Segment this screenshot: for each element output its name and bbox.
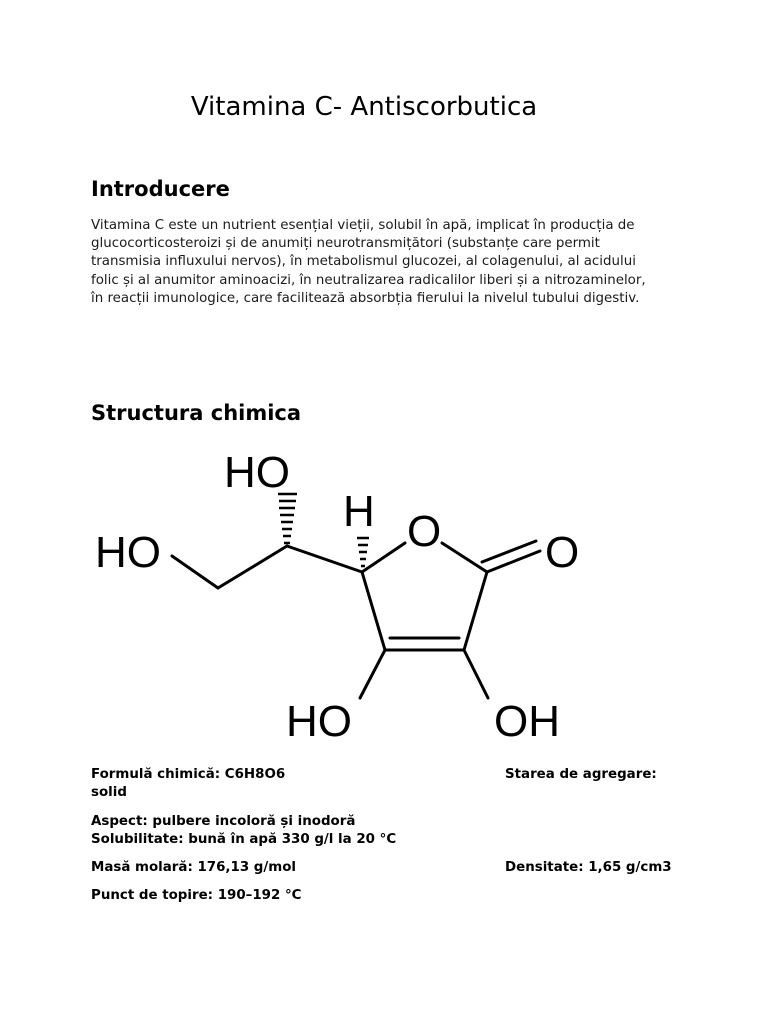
atom-label-oh-bottom: OH: [494, 697, 560, 746]
bond-o-c1: [442, 543, 487, 572]
atom-label-ho-bottom: HO: [286, 697, 352, 746]
intro-paragraph: [91, 217, 691, 308]
atom-label-ho-left: HO: [95, 528, 161, 577]
bond-c2-oh: [464, 650, 488, 698]
prop-formula: Formulă chimică: C6H8O6: [91, 767, 286, 782]
prop-solid: solid: [91, 785, 127, 800]
prop-masa-molara: Masă molară: 176,13 g/mol: [91, 860, 297, 875]
atom-label-ho-top: HO: [224, 448, 290, 497]
intro-line: glucocorticosteroizi și de anumiți neurotransmițători (substanțe care permit: [91, 236, 600, 252]
bond-c3-c4: [362, 572, 385, 650]
intro-line: în reacții imunologice, care facilitează absorbția fierului la nivelul tubului digestiv.: [91, 290, 640, 306]
hashed-wedge-h: [357, 538, 369, 566]
page-title: Vitamina C- Antiscorbutica: [190, 92, 538, 122]
section-heading-introducere: Introducere: [91, 177, 230, 201]
prop-densitate: Densitate: 1,65 g/cm3: [505, 860, 672, 875]
bond-ch2-c5: [218, 546, 287, 588]
atom-label-o-carbonyl: O: [545, 528, 580, 577]
section-heading-structura: Structura chimica: [91, 401, 302, 425]
hashed-wedge-ho: [278, 494, 297, 543]
bond-c5-c4: [287, 546, 362, 572]
bond-c1-c2: [464, 572, 487, 650]
bond-carbonyl-1: [487, 551, 540, 572]
bond-ho-ch2: [172, 556, 218, 588]
prop-punct-topire: Punct de topire: 190–192 °C: [91, 888, 302, 903]
prop-starea: Starea de agregare:: [505, 767, 657, 782]
atom-label-o-ring: O: [407, 507, 442, 556]
prop-solubilitate: Solubilitate: bună în apă 330 g/l la 20 °C: [91, 832, 397, 847]
ascorbic-acid-structure-diagram: [80, 440, 600, 750]
bond-c3-oh: [360, 650, 385, 698]
atom-label-h: H: [343, 487, 375, 536]
bond-carbonyl-2: [482, 541, 536, 562]
prop-aspect: Aspect: pulbere incoloră și inodoră: [91, 814, 356, 829]
intro-line: folic și al anumitor aminoacizi, în neutralizarea radicalilor liberi și a nitrozaminelor,: [91, 272, 646, 288]
intro-line: Vitamina C este un nutrient esențial vieții, solubil în apă, implicat în producția de: [91, 218, 635, 233]
intro-line: transmisia influxului nervos), în metabolismul glucozei, al colagenului, al acidului: [91, 254, 636, 270]
bond-c4-o: [362, 543, 405, 572]
